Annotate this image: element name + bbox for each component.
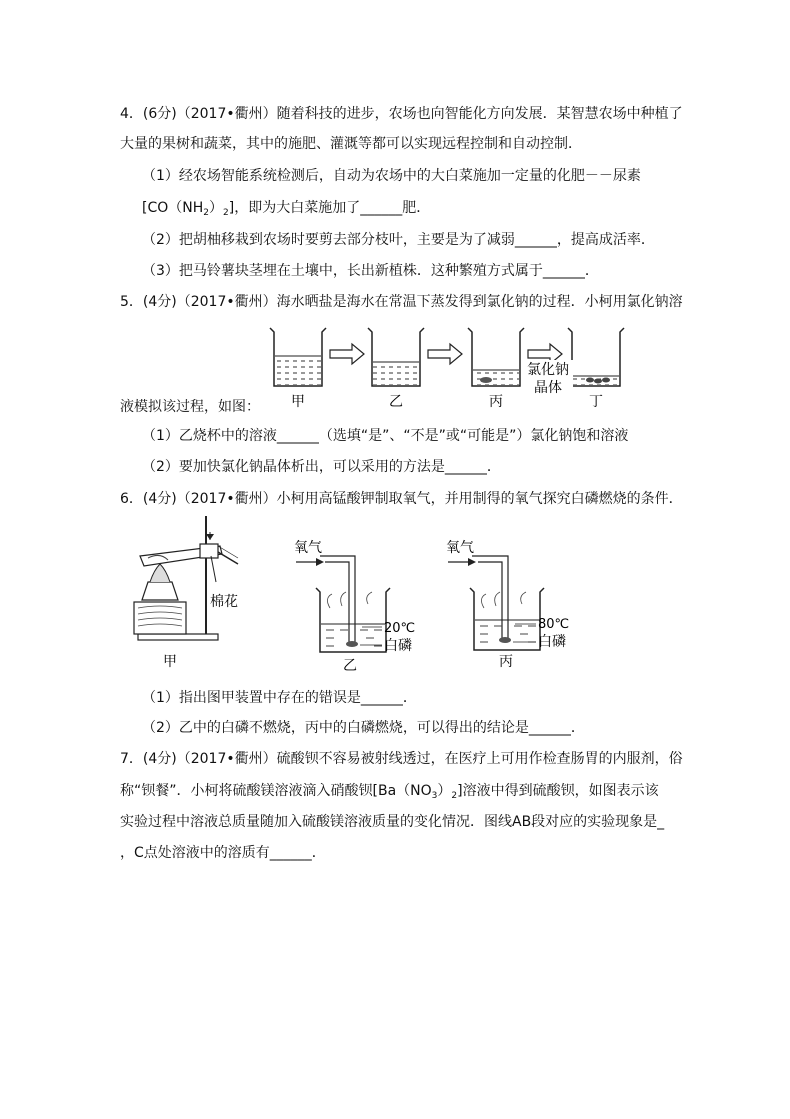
q4-sub2: （2）把胡柚移栽到农场时要剪去部分枝叶，主要是为了减弱______，提高成活率． <box>142 232 655 248</box>
q4-line1: 4．(6分)（2017•衢州）随着科技的进步，农场也向智能化方向发展．某智慧农场中种植了 <box>120 106 683 122</box>
q7-line4: ，C点处溶液中的溶质有______． <box>120 845 326 861</box>
beaker-label-a: 甲 <box>291 394 305 410</box>
beaker-b <box>368 328 424 386</box>
temp-label-c: 80℃ <box>538 617 570 632</box>
q4-formula-pre: [CO（NH <box>142 200 204 216</box>
q5-sub1: （1）乙烧杯中的溶液______（选填“是”、“不是”或“可能是”）氯化钠饱和溶液 <box>142 428 629 444</box>
beaker-label-d: 丁 <box>589 394 603 410</box>
phosphorus-label-b: 白磷 <box>384 638 412 654</box>
arrow-2 <box>428 344 462 364</box>
q4-formula-sub: 2 <box>203 208 209 218</box>
apparatus-label-b: 乙 <box>343 658 357 674</box>
apparatus-b <box>296 556 390 652</box>
q4-sub1-b <box>142 198 430 223</box>
q4-sub3: （3）把马铃薯块茎埋在土壤中，长出新植株．这种繁殖方式属于______． <box>142 263 599 279</box>
q7-formula-post: ]溶液中得到硫酸钡，如图表示该 <box>457 783 659 799</box>
oxygen-label-c: 氧气 <box>446 540 474 556</box>
q7-line3: 实验过程中溶液总质量随加入硫酸镁溶液质量的变化情况．图线AB段对应的实验现象是_ <box>120 814 665 830</box>
q4-formula-sub2: 2 <box>223 208 229 218</box>
q7-line1: 7．(4分)（2017•衢州）硫酸钡不容易被射线透过，在医疗上可用作检查肠胃的内服剂，俗 <box>120 751 683 767</box>
q6-sub2: （2）乙中的白磷不燃烧，丙中的白磷燃烧，可以得出的结论是______． <box>142 720 585 736</box>
q4-sub1-a: （1）经农场智能系统检测后，自动为农场中的大白菜施加一定量的化肥－－尿素 <box>142 168 641 184</box>
phosphorus-label-c: 白磷 <box>538 634 566 650</box>
q7-formula-pre: 称“钡餐”．小柯将硫酸镁溶液滴入硝酸钡[Ba（NO <box>120 783 432 799</box>
q7-line2 <box>120 781 659 806</box>
apparatus-c <box>448 556 544 650</box>
q6-line1: 6．(4分)（2017•衢州）小柯用高锰酸钾制取氧气，并用制得的氧气探究白磷燃烧的条件． <box>120 491 683 507</box>
beaker-d <box>568 328 624 386</box>
beaker-c <box>468 328 524 386</box>
crystal-label-1: 氯化钠 <box>527 362 569 378</box>
q7-formula-sub2: 2 <box>451 791 458 801</box>
q7-formula-mid: ） <box>437 783 452 799</box>
q5-line1: 5．(4分)（2017•衢州）海水晒盐是海水在常温下蒸发得到氯化钠的过程．小柯用氯化钠溶 <box>120 294 683 310</box>
q5-evaporation-figure <box>260 322 630 412</box>
arrow-1 <box>330 344 364 364</box>
q6-oxygen-figure <box>120 512 620 674</box>
q5-line2: 液模拟该过程，如图： <box>120 399 260 415</box>
apparatus-a <box>134 516 238 640</box>
beaker-label-b: 乙 <box>389 394 403 410</box>
q4-formula-mid: ） <box>209 200 223 216</box>
q7-formula-sub: 3 <box>431 791 438 801</box>
q4-line2: 大量的果树和蔬菜，其中的施肥、灌溉等都可以实现远程控制和自动控制． <box>120 136 582 152</box>
cotton-label: 棉花 <box>210 594 238 610</box>
q6-sub1: （1）指出图甲装置中存在的错误是______． <box>142 690 417 706</box>
q5-sub2: （2）要加快氯化钠晶体析出，可以采用的方法是______． <box>142 459 501 475</box>
temp-label-b: 20℃ <box>384 621 416 636</box>
crystal-label-2: 晶体 <box>534 380 562 396</box>
beaker-label-c: 丙 <box>489 394 503 410</box>
apparatus-label-a: 甲 <box>163 654 177 670</box>
beaker-a <box>270 328 326 386</box>
oxygen-label-b: 氧气 <box>294 540 322 556</box>
apparatus-label-c: 丙 <box>499 654 513 670</box>
q4-formula-post: ]，即为大白菜施加了______肥． <box>228 200 431 216</box>
